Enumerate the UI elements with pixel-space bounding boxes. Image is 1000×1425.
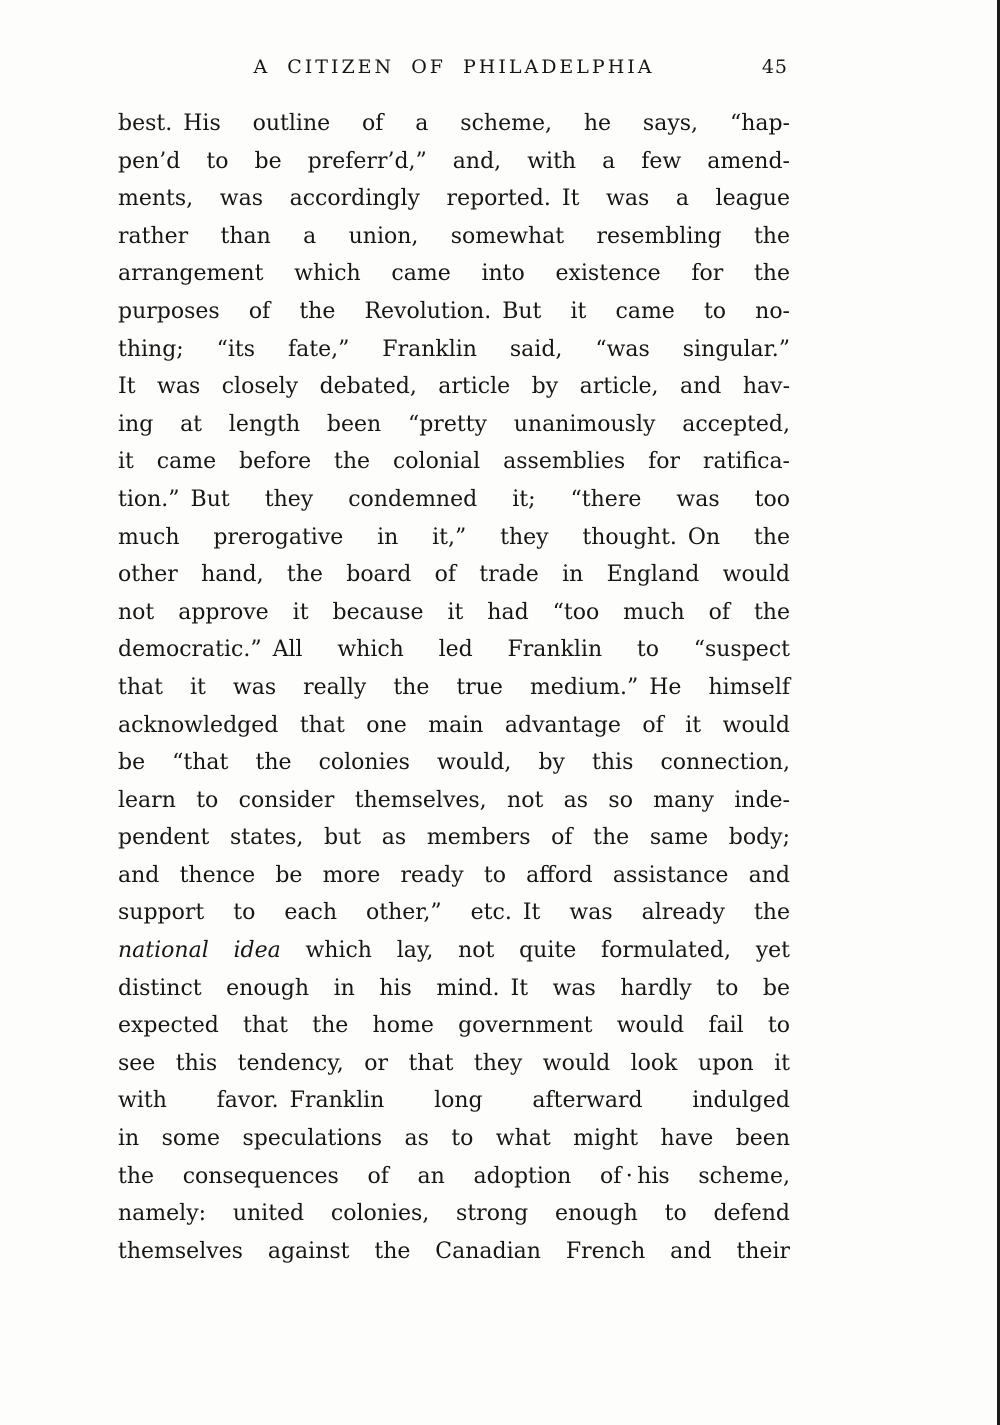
text-segment: see this tendency, or that they would look upon it bbox=[118, 1050, 790, 1076]
text-line bbox=[118, 331, 790, 369]
text-segment: themselves against the Canadian French and their bbox=[118, 1238, 790, 1264]
text-line bbox=[118, 105, 790, 143]
text-segment: democratic.” All which led Franklin to “suspect bbox=[118, 637, 790, 663]
text-segment: arrangement which came into existence for the bbox=[118, 261, 790, 287]
italic-text: national idea bbox=[118, 938, 281, 964]
text-segment: other hand, the board of trade in England would bbox=[118, 562, 790, 588]
text-line bbox=[118, 481, 790, 519]
text-line bbox=[118, 443, 790, 481]
text-segment: support to each other,” etc. It was already the bbox=[118, 900, 790, 926]
text-line bbox=[118, 1120, 790, 1158]
text-segment: It was closely debated, article by article, and hav- bbox=[118, 374, 790, 400]
text-segment: purposes of the Revolution. But it came to no- bbox=[118, 298, 790, 324]
text-segment: much prerogative in it,” they thought. On the bbox=[118, 524, 790, 550]
text-line bbox=[118, 894, 790, 932]
page-header bbox=[118, 56, 790, 82]
text-segment: it came before the colonial assemblies for ratifica- bbox=[118, 449, 790, 475]
text-segment: not approve it because it had “too much of the bbox=[118, 599, 790, 625]
text-line bbox=[118, 1195, 790, 1233]
text-line bbox=[118, 406, 790, 444]
text-segment: ing at length been “pretty unanimously accepted, bbox=[118, 411, 790, 437]
text-line bbox=[118, 1158, 790, 1196]
text-line bbox=[118, 1045, 790, 1083]
text-segment: learn to consider themselves, not as so many inde- bbox=[118, 787, 790, 813]
text-segment: best. His outline of a scheme, he says, “hap- bbox=[118, 111, 790, 136]
text-segment: distinct enough in his mind. It was hardly to be bbox=[118, 975, 790, 1001]
text-segment: thing; “its fate,” Franklin said, “was singular.” bbox=[118, 336, 790, 362]
text-line bbox=[118, 594, 790, 632]
text-segment: rather than a union, somewhat resembling the bbox=[118, 223, 790, 249]
text-segment: tion.” But they condemned it; “there was too bbox=[118, 486, 790, 512]
text-line bbox=[118, 255, 790, 293]
text-segment: ments, was accordingly reported. It was a league bbox=[118, 186, 790, 212]
text-segment: be “that the colonies would, by this connection, bbox=[118, 750, 790, 776]
text-line bbox=[118, 519, 790, 557]
text-segment: the consequences of an adoption of · his scheme, bbox=[118, 1163, 790, 1189]
text-segment: with favor. Franklin long afterward indulged bbox=[118, 1088, 790, 1114]
text-line bbox=[118, 143, 790, 181]
text-line bbox=[118, 970, 790, 1008]
text-line bbox=[118, 368, 790, 406]
text-line bbox=[118, 707, 790, 745]
text-segment: expected that the home government would fail to bbox=[118, 1013, 790, 1039]
text-line bbox=[118, 782, 790, 820]
text-line bbox=[118, 631, 790, 669]
text-segment: in some speculations as to what might have been bbox=[118, 1126, 790, 1152]
running-title: A CITIZEN OF PHILADELPHIA bbox=[253, 56, 655, 78]
text-segment: acknowledged that one main advantage of it would bbox=[118, 712, 790, 738]
text-segment: pen’d to be preferr’d,” and, with a few amend- bbox=[118, 148, 790, 174]
text-segment: namely: united colonies, strong enough to defend bbox=[118, 1201, 790, 1227]
text-line bbox=[118, 669, 790, 707]
text-segment: which lay, not quite formulated, yet bbox=[280, 938, 790, 964]
text-line bbox=[118, 857, 790, 895]
text-segment: and thence be more ready to afford assistance and bbox=[118, 862, 790, 888]
text-segment: pendent states, but as members of the same body; bbox=[118, 825, 790, 851]
text-line bbox=[118, 932, 790, 970]
page-number: 45 bbox=[761, 56, 788, 78]
text-segment: that it was really the true medium.” He himself bbox=[118, 674, 790, 700]
text-line bbox=[118, 293, 790, 331]
text-line bbox=[118, 180, 790, 218]
body-text bbox=[118, 105, 790, 1270]
text-line bbox=[118, 1082, 790, 1120]
text-line bbox=[118, 1007, 790, 1045]
text-line bbox=[118, 819, 790, 857]
text-line bbox=[118, 1233, 790, 1271]
text-line bbox=[118, 744, 790, 782]
text-line bbox=[118, 218, 790, 256]
text-line bbox=[118, 556, 790, 594]
